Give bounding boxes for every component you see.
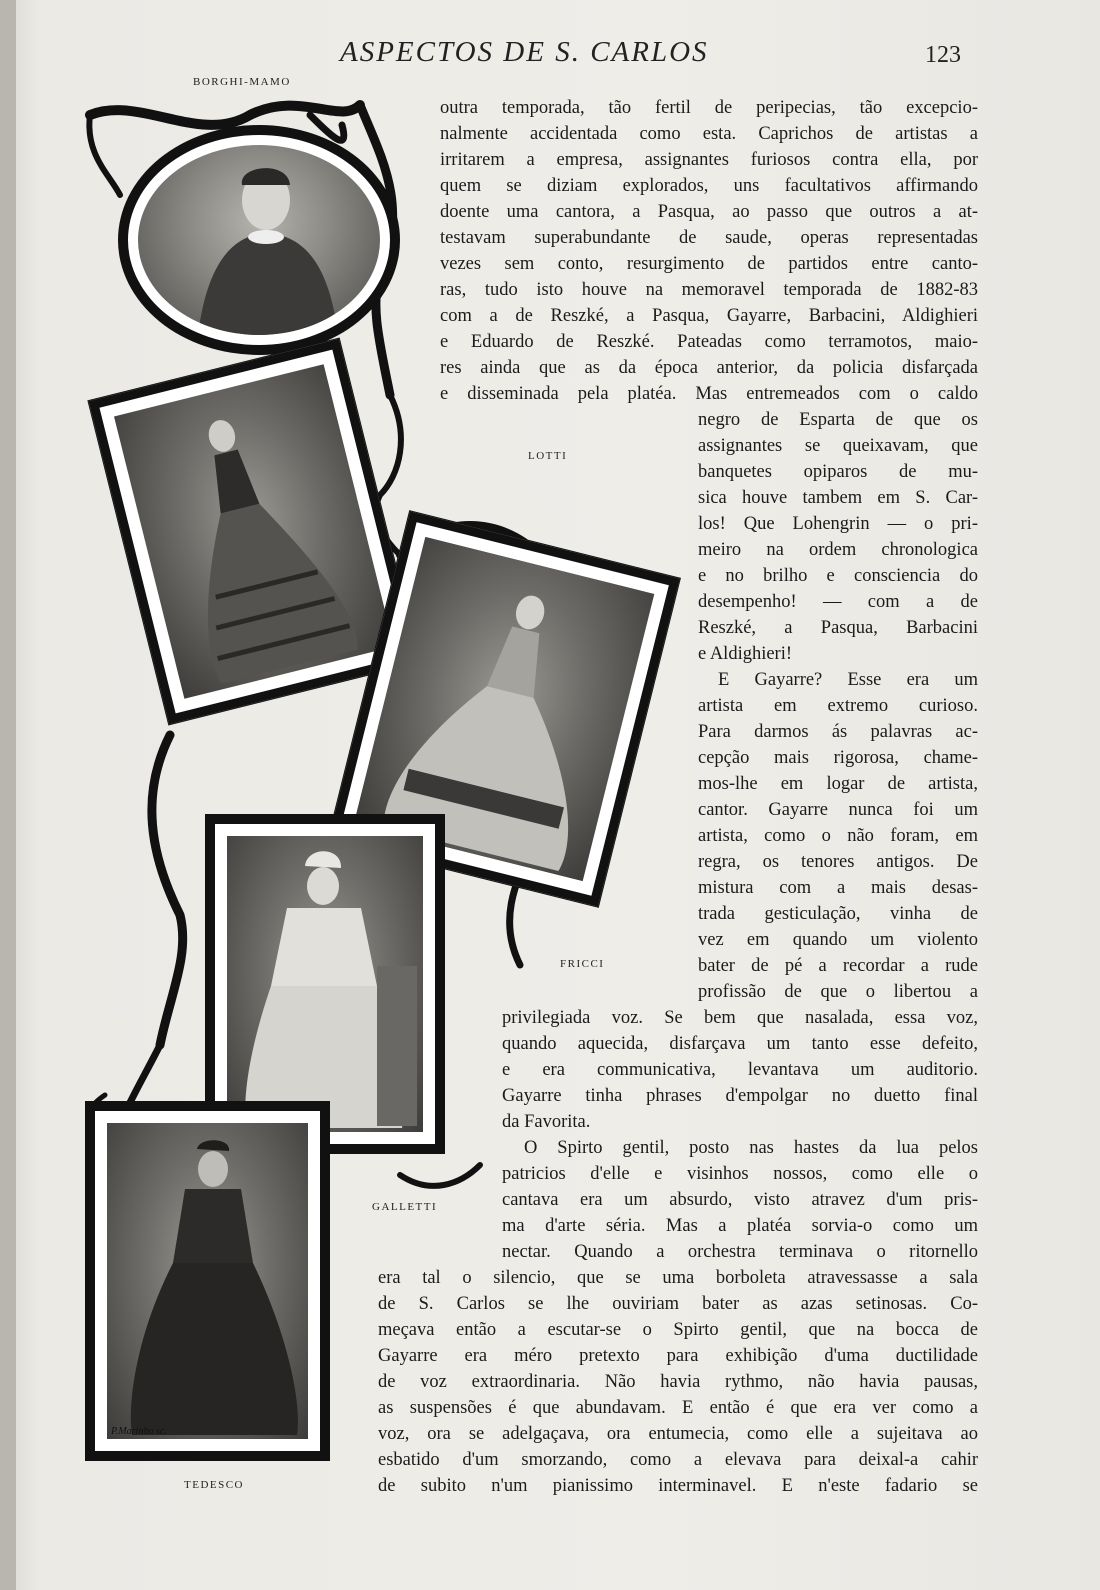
- body-line: profissão de que o libertou a: [698, 982, 978, 1002]
- engraver-signature: P.Marinho sc.: [111, 1426, 167, 1437]
- caption-borghi-mamo: BORGHI-MAMO: [193, 76, 291, 88]
- portrait-borghi-mamo: [118, 125, 400, 355]
- body-line: da Favorita.: [502, 1112, 591, 1132]
- body-line: mistura com a mais desas-: [698, 878, 978, 898]
- body-line: banquetes opiparos de mu-: [698, 462, 978, 482]
- body-line: vezes sem conto, resurgimento de partidos entre canto-: [440, 254, 978, 274]
- body-line: de subito n'um pianissimo interminavel. E n'este fadario se: [378, 1476, 978, 1496]
- body-line: res ainda que as da época anterior, da policia disfarçada: [440, 358, 978, 378]
- body-line: irritarem a empresa, assignantes furiosos contra ella, por: [440, 150, 978, 170]
- body-line: mos-lhe em logar de artista,: [698, 774, 978, 794]
- body-line: patricios d'elle e visinhos nossos, como elle o: [502, 1164, 978, 1184]
- body-line: E Gayarre? Esse era um: [718, 670, 978, 690]
- body-line: esbatido d'um smorzando, como a elevava para deixal-a cahir: [378, 1450, 978, 1470]
- body-line: era tal o silencio, que se uma borboleta atravessasse a sala: [378, 1268, 978, 1288]
- body-line: de voz extraordinaria. Não havia rythmo, não havia pausas,: [378, 1372, 978, 1392]
- body-line: vez em quando um violento: [698, 930, 978, 950]
- caption-fricci: FRICCI: [560, 958, 605, 970]
- body-line: e era communicativa, levantava um auditorio.: [502, 1060, 978, 1080]
- body-line: Gayarre era méro pretexto para exhibição d'uma ductilidade: [378, 1346, 978, 1366]
- page-spine-shadow: [0, 0, 16, 1590]
- portrait-galletti-photo: [227, 836, 423, 1132]
- body-line: meiro na ordem chronologica: [698, 540, 978, 560]
- body-line: quando aquecida, disfarçava um tanto esse defeito,: [502, 1034, 978, 1054]
- portrait-borghi-mamo-photo: [138, 145, 380, 335]
- body-line: outra temporada, tão fertil de peripecias, tão excepcio-: [440, 98, 978, 118]
- body-line: com a de Reszké, a Pasqua, Gayarre, Barbacini, Aldighieri: [440, 306, 978, 326]
- body-line: artista em extremo curioso.: [698, 696, 978, 716]
- body-line: O Spirto gentil, posto nas hastes da lua pelos: [524, 1138, 978, 1158]
- body-line: nectar. Quando a orchestra terminava o ritornello: [502, 1242, 978, 1262]
- body-line: quem se diziam explorados, uns facultativos affirmando: [440, 176, 978, 196]
- body-line: meçava então a escutar-se o Spirto gentil, que na bocca de: [378, 1320, 978, 1340]
- body-line: doente uma cantora, a Pasqua, ao passo que outros a at-: [440, 202, 978, 222]
- body-line: negro de Esparta de que os: [698, 410, 978, 430]
- portrait-tedesco-photo: [107, 1123, 308, 1439]
- portrait-lotti-photo: [114, 364, 394, 699]
- body-line: e no brilho e consciencia do: [698, 566, 978, 586]
- body-line: artista, como o não foram, em: [698, 826, 978, 846]
- body-line: regra, os tenores antigos. De: [698, 852, 978, 872]
- body-line: trada gesticulação, vinha de: [698, 904, 978, 924]
- body-line: Para darmos ás palavras ac-: [698, 722, 978, 742]
- body-line: privilegiada voz. Se bem que nasalada, essa voz,: [502, 1008, 978, 1028]
- body-line: de S. Carlos se lhe ouviriam bater as azas setinosas. Co-: [378, 1294, 978, 1314]
- portrait-tedesco: [86, 1102, 329, 1460]
- running-header-title: ASPECTOS DE S. CARLOS: [340, 36, 709, 68]
- body-line: nalmente accidentada como esta. Caprichos de artistas a: [440, 124, 978, 144]
- body-line: e Aldighieri!: [698, 644, 793, 664]
- body-line: e Eduardo de Reszké. Pateadas como terramotos, maio-: [440, 332, 978, 352]
- woman-figure-icon: [138, 145, 380, 335]
- body-line: los! Que Lohengrin — o pri-: [698, 514, 978, 534]
- body-line: sica houve tambem em S. Car-: [698, 488, 978, 508]
- body-line: cepção mais rigorosa, chame-: [698, 748, 978, 768]
- body-line: cantor. Gayarre nunca foi um: [698, 800, 978, 820]
- body-line: cantava era um absurdo, visto atravez d'um pris-: [502, 1190, 978, 1210]
- body-line: Reszké, a Pasqua, Barbacini: [698, 618, 978, 638]
- body-line: e disseminada pela platéa. Mas entremeados com o caldo: [440, 384, 978, 404]
- body-line: ras, tudo isto houve na memoravel temporada de 1882-83: [440, 280, 978, 300]
- woman-figure-icon: [227, 836, 423, 1132]
- caption-galletti: GALLETTI: [372, 1201, 438, 1213]
- woman-figure-icon: [114, 364, 394, 699]
- body-line: voz, ora se adelgaçava, ora entumecia, como elle a sujeitava ao: [378, 1424, 978, 1444]
- woman-figure-icon: [107, 1123, 308, 1439]
- body-line: testavam superabundante de saude, operas representadas: [440, 228, 978, 248]
- body-line: assignantes se queixavam, que: [698, 436, 978, 456]
- page-number: 123: [925, 42, 961, 68]
- caption-tedesco: TEDESCO: [184, 1479, 244, 1491]
- body-line: ma d'arte séria. Mas a platéa sorvia-o como um: [502, 1216, 978, 1236]
- body-line: Gayarre tinha phrases d'empolgar no duetto final: [502, 1086, 978, 1106]
- body-line: as suspensões é que abundavam. E então é que era ver como a: [378, 1398, 978, 1418]
- body-line: bater de pé a recordar a rude: [698, 956, 978, 976]
- body-line: desempenho! — com a de: [698, 592, 978, 612]
- caption-lotti: LOTTI: [528, 450, 568, 462]
